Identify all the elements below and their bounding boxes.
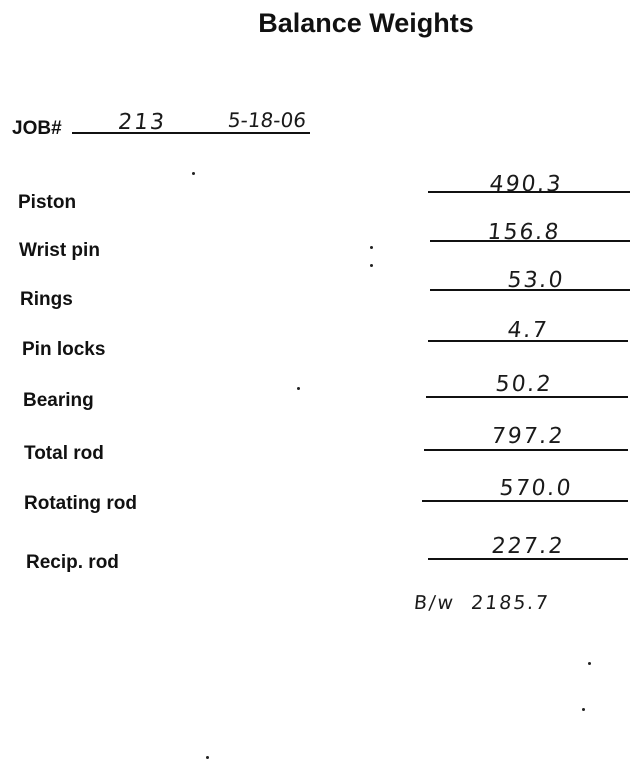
row-line-total-rod	[424, 449, 628, 451]
row-label-rotating-rod: Rotating rod	[24, 493, 137, 514]
row-value-rings: 53.0	[506, 268, 566, 293]
row-label-wrist-pin: Wrist pin	[19, 240, 100, 261]
scan-speck	[192, 172, 195, 175]
bob-weight-value: 2185.7	[469, 592, 551, 614]
row-value-recip-rod: 227.2	[490, 534, 566, 559]
scan-speck	[297, 387, 300, 390]
row-label-rings: Rings	[20, 289, 73, 310]
row-label-piston: Piston	[18, 192, 77, 213]
row-value-wrist-pin: 156.8	[486, 220, 562, 245]
bob-weight-label: B/w	[412, 592, 457, 614]
row-label-pin-locks: Pin locks	[22, 339, 106, 360]
page-title: Balance Weights	[258, 8, 474, 38]
row-value-piston: 490.3	[488, 172, 564, 197]
scan-speck	[206, 756, 209, 759]
row-value-bearing: 50.2	[494, 372, 554, 397]
row-value-total-rod: 797.2	[490, 424, 566, 449]
row-value-pin-locks: 4.7	[506, 318, 550, 343]
job-number-label: JOB#	[12, 118, 62, 139]
row-label-recip-rod: Recip. rod	[26, 552, 119, 573]
job-number-value: 213	[116, 110, 168, 135]
scan-speck	[588, 662, 591, 665]
job-date-value: 5-18-06	[226, 108, 308, 132]
scan-speck	[582, 708, 585, 711]
row-label-bearing: Bearing	[23, 390, 94, 411]
row-label-total-rod: Total rod	[24, 443, 104, 464]
bob-weight	[413, 592, 551, 614]
job-number-underline	[72, 132, 310, 134]
scan-speck	[370, 264, 373, 267]
row-value-rotating-rod: 570.0	[498, 476, 574, 501]
scan-speck	[370, 246, 373, 249]
